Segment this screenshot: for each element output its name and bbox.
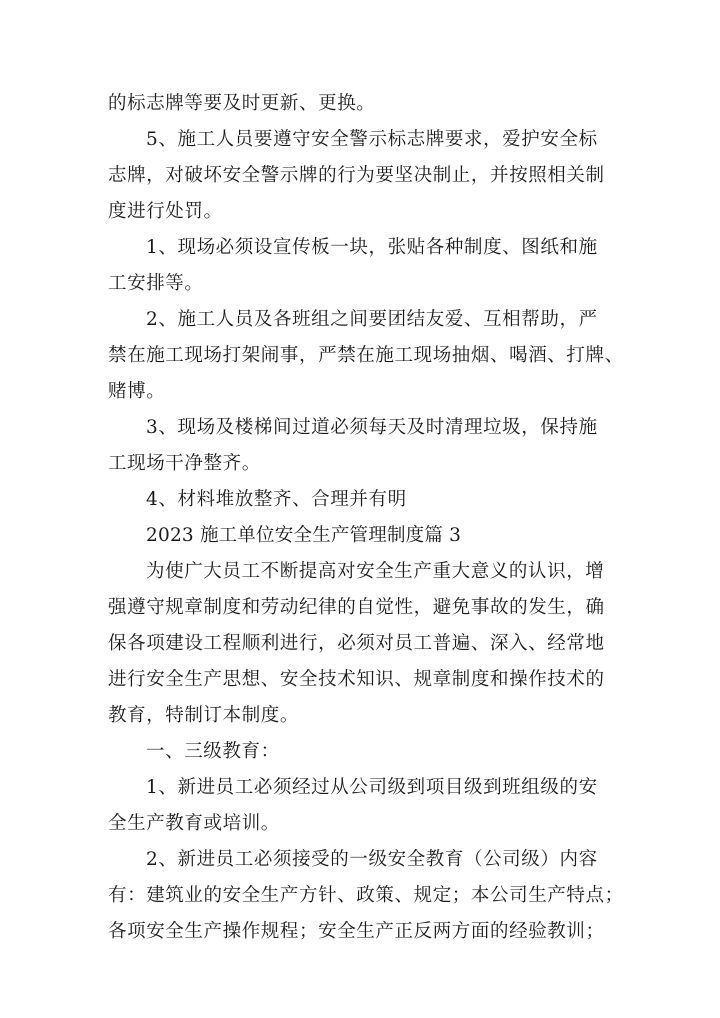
paragraph-continuation <box>108 86 614 122</box>
text-line: 禁在施工现场打架闹事，严禁在施工现场抽烟、喝酒、打牌、 <box>108 345 624 366</box>
heading-text: 2023 施工单位安全生产管理制度篇 3 <box>146 525 462 546</box>
text-line: 的标志牌等要及时更新、更换。 <box>108 93 376 114</box>
paragraph-education-1 <box>108 770 614 842</box>
text-line: 进行安全生产思想、安全技术知识、规章制度和操作技术的 <box>108 669 605 690</box>
text-line: 3、现场及楼梯间过道必须每天及时清理垃圾，保持施 <box>146 417 598 438</box>
section-heading <box>108 518 614 554</box>
text-line: 为使广大员工不断提高对安全生产重大意义的认识，增 <box>146 561 605 582</box>
text-line: 志牌，对破坏安全警示牌的行为要坚决制止，并按照相关制 <box>108 165 605 186</box>
paragraph-item-3-cleaning <box>108 410 614 482</box>
paragraph-item-4-materials <box>108 482 614 518</box>
text-line: 2、施工人员及各班组之间要团结友爱、互相帮助，严 <box>146 309 598 330</box>
text-line: 度进行处罚。 <box>108 201 223 222</box>
text-line: 一、三级教育： <box>146 741 280 762</box>
paragraph-item-2-conduct <box>108 302 624 410</box>
paragraph-intro <box>108 554 614 734</box>
text-line: 强遵守规章制度和劳动纪律的自觉性，避免事故的发生，确 <box>108 597 605 618</box>
text-line: 各项安全生产操作规程；安全生产正反两方面的经验教训； <box>108 921 605 942</box>
text-line: 5、施工人员要遵守安全警示标志牌要求，爱护安全标 <box>146 129 598 150</box>
text-line: 赌博。 <box>108 381 166 402</box>
text-line: 保各项建设工程顺利进行，必须对员工普遍、深入、经常地 <box>108 633 605 654</box>
document-body <box>108 86 624 950</box>
paragraph-item-1-board <box>108 230 614 302</box>
subsection-heading <box>108 734 614 770</box>
paragraph-item-5-signs <box>108 122 614 230</box>
text-line: 教育，特制订本制度。 <box>108 705 300 726</box>
text-line: 全生产教育或培训。 <box>108 813 280 834</box>
paragraph-education-2 <box>108 842 624 950</box>
text-line: 1、新进员工必须经过从公司级到项目级到班组级的安 <box>146 777 598 798</box>
text-line: 工安排等。 <box>108 273 204 294</box>
text-line: 1、现场必须设宣传板一块，张贴各种制度、图纸和施 <box>146 237 598 258</box>
text-line: 有：建筑业的安全生产方针、政策、规定；本公司生产特点； <box>108 885 624 906</box>
text-line: 工现场干净整齐。 <box>108 453 261 474</box>
text-line: 2、新进员工必须接受的一级安全教育（公司级）内容 <box>146 849 598 870</box>
text-line: 4、材料堆放整齐、合理并有明 <box>146 489 407 510</box>
